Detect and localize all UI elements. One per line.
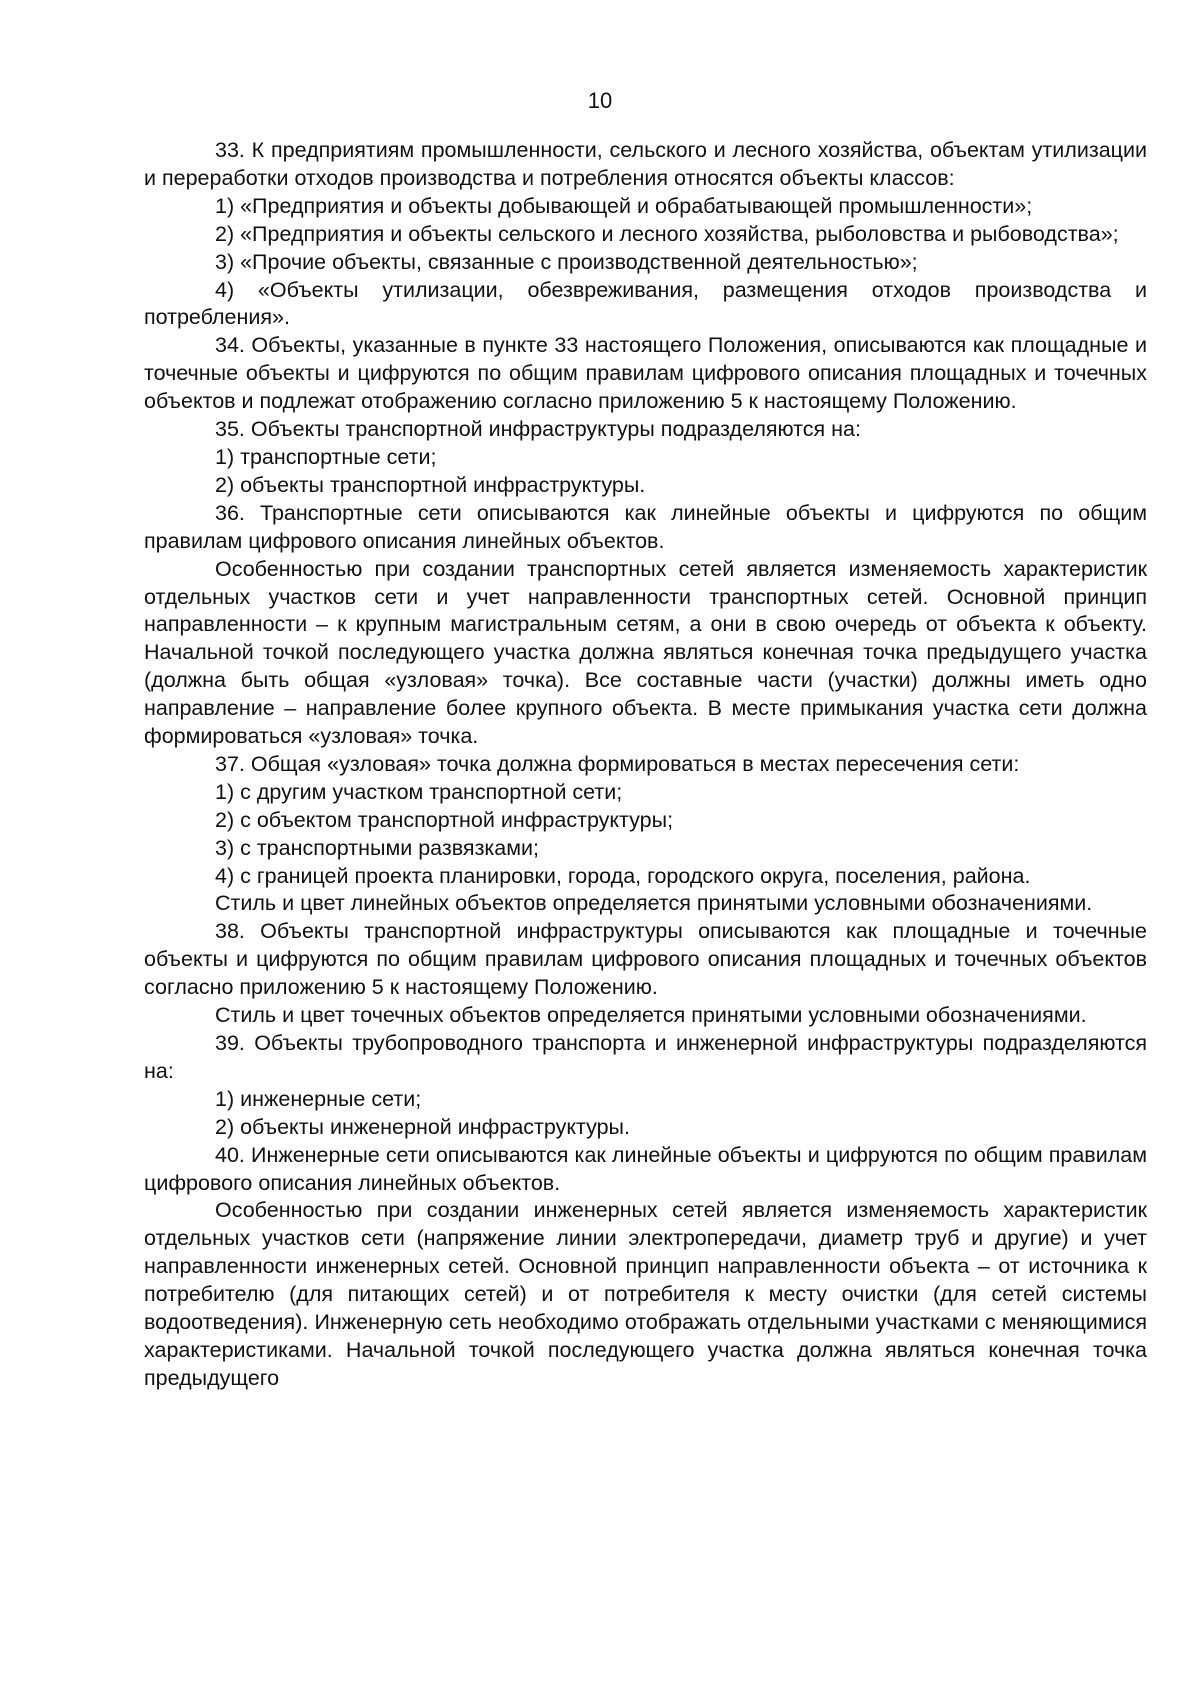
paragraph-39-item-1: 1) инженерные сети; bbox=[215, 1086, 422, 1111]
paragraph-37-item-1: 1) с другим участком транспортной сети; bbox=[215, 779, 623, 804]
paragraph-33: 33. К предприятиям промышленности, сельского и лесного хозяйства, объектам утилизации и переработки отходов производства и потребления относятся объекты классов: bbox=[144, 138, 1147, 190]
paragraph-33-item-3: 3) «Прочие объекты, связанные с производственной деятельностью»; bbox=[215, 249, 918, 274]
paragraph-40-detail: Особенностью при создании инженерных сетей является изменяемость характеристик отдельных участков сети (напряжение линии электропередачи, диаметр труб и другие) и учет направленности инженерных сетей. Основной принцип направленности объекта – от источника к потребителю (для питающих сетей) и от потребителя к месту очистки (для сетей системы водоотведения). Инженерную сеть необходимо отображать отдельными участками с меняющимися характеристиками. Начальной точкой последующего участка должна являться конечная точка предыдущего bbox=[144, 1198, 1147, 1390]
paragraph-35-item-2: 2) объекты транспортной инфраструктуры. bbox=[215, 472, 646, 497]
document-body bbox=[144, 137, 1147, 1393]
paragraph-36-detail: Особенностью при создании транспортных сетей является изменяемость характеристик отдельных участков сети и учет направленности транспортных сетей. Основной принцип направленности – к крупным магистральным сетям, а они в свою очередь от объекта к объекту. Начальной точкой последующего участка должна являться конечная точка предыдущего участка (должна быть общая «узловая» точка). Все составные части (участки) должны иметь одно направление – направление более крупного объекта. В месте примыкания участка сети должна формироваться «узловая» точка. bbox=[144, 556, 1147, 749]
paragraph-35: 35. Объекты транспортной инфраструктуры подразделяются на: bbox=[215, 417, 861, 442]
paragraph-33-item-4: 4) «Объекты утилизации, обезвреживания, размещения отходов производства и потребления». bbox=[144, 277, 1147, 330]
paragraph-37-item-3: 3) с транспортными развязками; bbox=[215, 835, 540, 860]
paragraph-33-item-1: 1) «Предприятия и объекты добывающей и обрабатывающей промышленности»; bbox=[215, 193, 1033, 218]
paragraph-38: 38. Объекты транспортной инфраструктуры описываются как площадные и точечные объекты и цифруются по общим правилам цифрового описания площадных и точечных объектов согласно приложению 5 к настоящему Положению. bbox=[144, 919, 1147, 1000]
paragraph-39: 39. Объекты трубопроводного транспорта и инженерной инфраструктуры подразделяются на: bbox=[144, 1031, 1147, 1083]
paragraph-40: 40. Инженерные сети описываются как линейные объекты и цифруются по общим правилам цифрового описания линейных объектов. bbox=[144, 1142, 1147, 1195]
paragraph-36: 36. Транспортные сети описываются как линейные объекты и цифруются по общим правилам цифрового описания линейных объектов. bbox=[144, 500, 1147, 553]
paragraph-37-item-4: 4) с границей проекта планировки, города, городского округа, поселения, района. bbox=[215, 863, 1031, 888]
paragraph-33-item-2: 2) «Предприятия и объекты сельского и лесного хозяйства, рыболовства и рыбоводства»; bbox=[215, 221, 1119, 246]
paragraph-34: 34. Объекты, указанные в пункте 33 настоящего Положения, описываются как площадные и точечные объекты и цифруются по общим правилам цифрового описания площадных и точечных объектов и подлежат отображению согласно приложению 5 к настоящему Положению. bbox=[144, 333, 1147, 414]
paragraph-39-item-2: 2) объекты инженерной инфраструктуры. bbox=[215, 1114, 630, 1139]
paragraph-37-style-note: Стиль и цвет линейных объектов определяется принятыми условными обозначениями. bbox=[215, 891, 1093, 916]
paragraph-35-item-1: 1) транспортные сети; bbox=[215, 444, 437, 469]
paragraph-37-item-2: 2) с объектом транспортной инфраструктуры; bbox=[215, 807, 674, 832]
paragraph-38-style-note: Стиль и цвет точечных объектов определяется принятыми условными обозначениями. bbox=[215, 1003, 1087, 1028]
page-number: 10 bbox=[587, 88, 613, 113]
paragraph-37: 37. Общая «узловая» точка должна формироваться в местах пересечения сети: bbox=[215, 751, 1020, 776]
